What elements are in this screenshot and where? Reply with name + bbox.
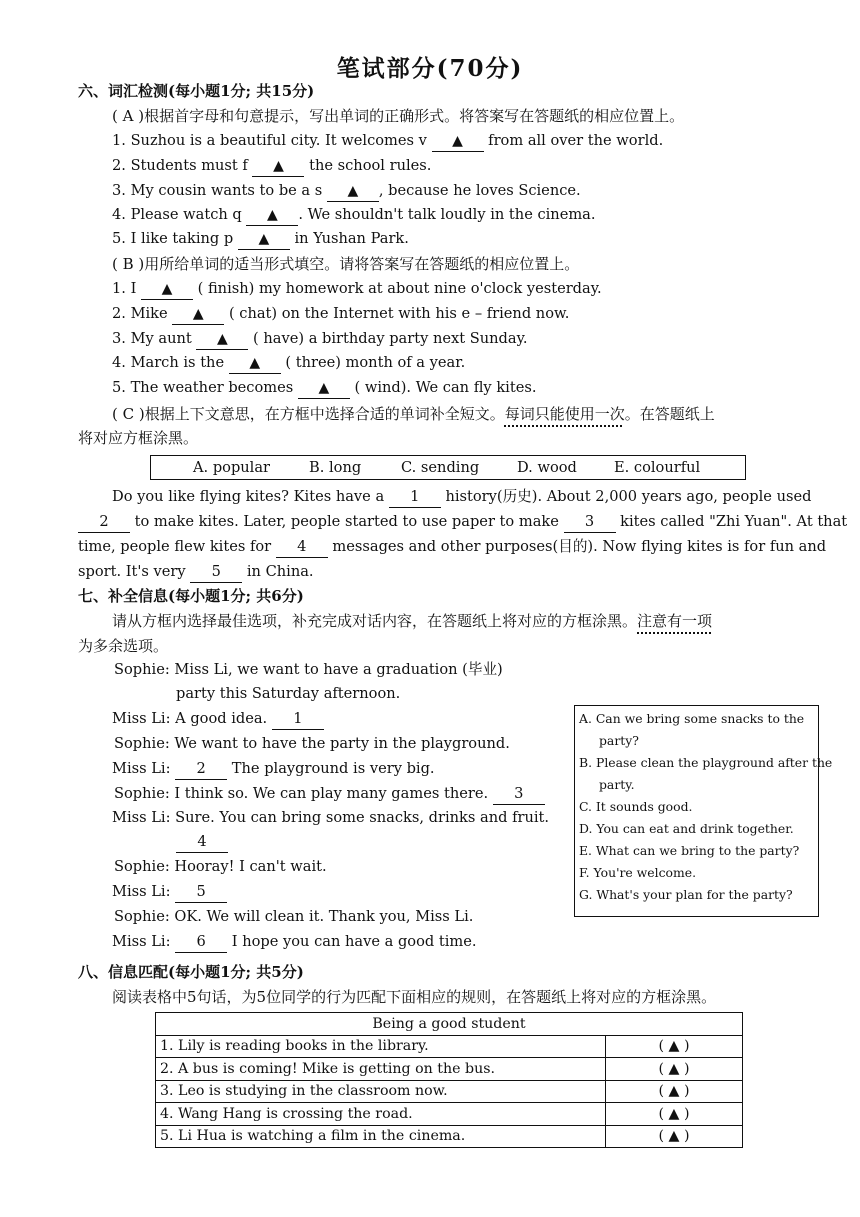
- answer-cell: ( ▲ ): [606, 1103, 743, 1126]
- part-b-item-4: 4. March is the ▲ ( three) month of a year.: [112, 353, 465, 374]
- answer-cell: ( ▲ ): [606, 1058, 743, 1081]
- table-row: [156, 1103, 743, 1126]
- option-item: F. You're welcome.: [579, 865, 697, 880]
- dialogue-line: party this Saturday afternoon.: [176, 685, 401, 702]
- part-c-instruction: ( C )根据上下文意思，在方框中选择合适的单词补全短文。每词只能使用一次。在答题纸上: [112, 405, 715, 423]
- part-a-item-4: 4. Please watch q ▲ . We shouldn't talk loudly in the cinema.: [112, 205, 596, 226]
- dialogue-line: Miss Li: 6 I hope you can have a good time.: [112, 932, 477, 953]
- passage-line-3: time, people flew kites for 4 messages and other purposes(目的). Now flying kites is for fun and: [78, 537, 826, 558]
- table-cell: 2. A bus is coming! Mike is getting on the bus.: [156, 1058, 606, 1081]
- answer-blank: ▲: [238, 229, 290, 250]
- table-row: [156, 1035, 743, 1058]
- answer-blank: ▲: [229, 353, 281, 374]
- section-8-heading: 八、信息匹配(每小题1分; 共5分): [78, 963, 304, 981]
- table-cell: 1. Lily is reading books in the library.: [156, 1035, 606, 1058]
- option-item: D. You can eat and drink together.: [579, 821, 794, 836]
- table-row: [156, 1058, 743, 1081]
- answer-cell: ( ▲ ): [606, 1035, 743, 1058]
- passage-blank: 2: [78, 512, 130, 533]
- table-row: [156, 1125, 743, 1148]
- option-item: E. What can we bring to the party?: [579, 843, 800, 858]
- dialogue-line: Sophie: Hooray! I can't wait.: [114, 858, 327, 875]
- table-cell: 4. Wang Hang is crossing the road.: [156, 1103, 606, 1126]
- rules-table: [155, 1012, 743, 1148]
- dialogue-line: Sophie: I think so. We can play many games there. 3: [114, 784, 545, 805]
- option-item: A. Can we bring some snacks to the: [579, 711, 805, 726]
- word-option: E. colourful: [614, 459, 701, 476]
- dialogue-line: Miss Li: 5: [112, 882, 227, 903]
- option-item: party.: [599, 777, 635, 792]
- table-header: Being a good student: [156, 1013, 743, 1036]
- word-option: A. popular: [193, 459, 271, 476]
- option-item: party?: [599, 733, 639, 748]
- section-7-instruction: 请从方框内选择最佳选项，补充完成对话内容，在答题纸上将对应的方框涂黑。注意有一项: [112, 612, 713, 630]
- answer-cell: ( ▲ ): [606, 1080, 743, 1103]
- answer-blank: ▲: [196, 329, 248, 350]
- table-cell: 3. Leo is studying in the classroom now.: [156, 1080, 606, 1103]
- part-b-item-5: 5. The weather becomes ▲ ( wind). We can fly kites.: [112, 378, 536, 399]
- passage-line-1: Do you like flying kites? Kites have a 1 history(历史). About 2,000 years ago, people used: [112, 487, 811, 508]
- dialogue-blank: 4: [176, 832, 228, 853]
- part-a-instruction: ( A )根据首字母和句意提示，写出单词的正确形式。将答案写在答题纸的相应位置上。: [112, 107, 685, 125]
- part-a-item-5: 5. I like taking p ▲ in Yushan Park.: [112, 229, 409, 250]
- dialogue-blank: 6: [175, 932, 227, 953]
- part-b-item-3: 3. My aunt ▲ ( have) a birthday party next Sunday.: [112, 329, 528, 350]
- answer-blank: ▲: [298, 378, 350, 399]
- dialogue-line: [176, 832, 228, 853]
- answer-blank: ▲: [252, 156, 304, 177]
- part-a-item-1: 1. Suzhou is a beautiful city. It welcomes v ▲ from all over the world.: [112, 131, 663, 152]
- option-item: C. It sounds good.: [579, 799, 693, 814]
- part-b-item-1: 1. I ▲ ( finish) my homework at about nine o'clock yesterday.: [112, 279, 602, 300]
- part-c-instruction-cont: 将对应方框涂黑。: [78, 429, 199, 447]
- word-option: C. sending: [401, 459, 480, 476]
- table-row: [156, 1080, 743, 1103]
- section-6-heading: 六、词汇检测(每小题1分; 共15分): [78, 82, 315, 100]
- word-option: D. wood: [517, 459, 577, 476]
- answer-blank: ▲: [432, 131, 484, 152]
- passage-blank: 1: [389, 487, 441, 508]
- answer-blank: ▲: [246, 205, 298, 226]
- section-8-instruction: 阅读表格中5句话，为5位同学的行为匹配下面相应的规则，在答题纸上将对应的方框涂黑。: [112, 988, 717, 1006]
- dialogue-blank: 5: [175, 882, 227, 903]
- dialogue-line: Miss Li: A good idea. 1: [112, 709, 324, 730]
- table-cell: 5. Li Hua is watching a film in the cinema.: [156, 1125, 606, 1148]
- answer-cell: ( ▲ ): [606, 1125, 743, 1148]
- dialogue-blank: 3: [493, 784, 545, 805]
- dialogue-line: Miss Li: Sure. You can bring some snacks, drinks and fruit.: [112, 809, 550, 826]
- part-b-instruction: ( B )用所给单词的适当形式填空。请将答案写在答题纸的相应位置上。: [112, 255, 580, 273]
- page-title: 笔试部分(70分): [336, 55, 524, 82]
- dialogue-line: Sophie: Miss Li, we want to have a graduation (毕业): [114, 661, 503, 678]
- dialogue-blank: 1: [272, 709, 324, 730]
- passage-blank: 4: [276, 537, 328, 558]
- section-7-instruction-cont: 为多余选项。: [78, 637, 169, 655]
- answer-blank: ▲: [141, 279, 193, 300]
- dialogue-options-box: [574, 705, 833, 917]
- dialogue-line: Sophie: OK. We will clean it. Thank you, Miss Li.: [114, 908, 474, 925]
- answer-blank: ▲: [172, 304, 224, 325]
- word-options-box: [150, 455, 746, 480]
- answer-blank: ▲: [327, 181, 379, 202]
- dialogue-line: Sophie: We want to have the party in the playground.: [114, 735, 510, 752]
- passage-line-4: sport. It's very 5 in China.: [78, 562, 314, 583]
- part-a-item-3: 3. My cousin wants to be a s ▲ , because he loves Science.: [112, 181, 581, 202]
- passage-blank: 5: [190, 562, 242, 583]
- part-a-item-2: 2. Students must f ▲ the school rules.: [112, 156, 431, 177]
- word-option: B. long: [309, 459, 362, 476]
- dialogue-blank: 2: [175, 759, 227, 780]
- option-item: B. Please clean the playground after the: [579, 755, 833, 770]
- section-7-heading: 七、补全信息(每小题1分; 共6分): [78, 587, 304, 605]
- passage-blank: 3: [564, 512, 616, 533]
- dialogue-line: Miss Li: 2 The playground is very big.: [112, 759, 435, 780]
- passage-line-2: 2 to make kites. Later, people started to use paper to make 3 kites called "Zhi Yuan". At that: [78, 512, 847, 533]
- option-item: G. What's your plan for the party?: [579, 887, 793, 902]
- part-b-item-2: 2. Mike ▲ ( chat) on the Internet with his e – friend now.: [112, 304, 569, 325]
